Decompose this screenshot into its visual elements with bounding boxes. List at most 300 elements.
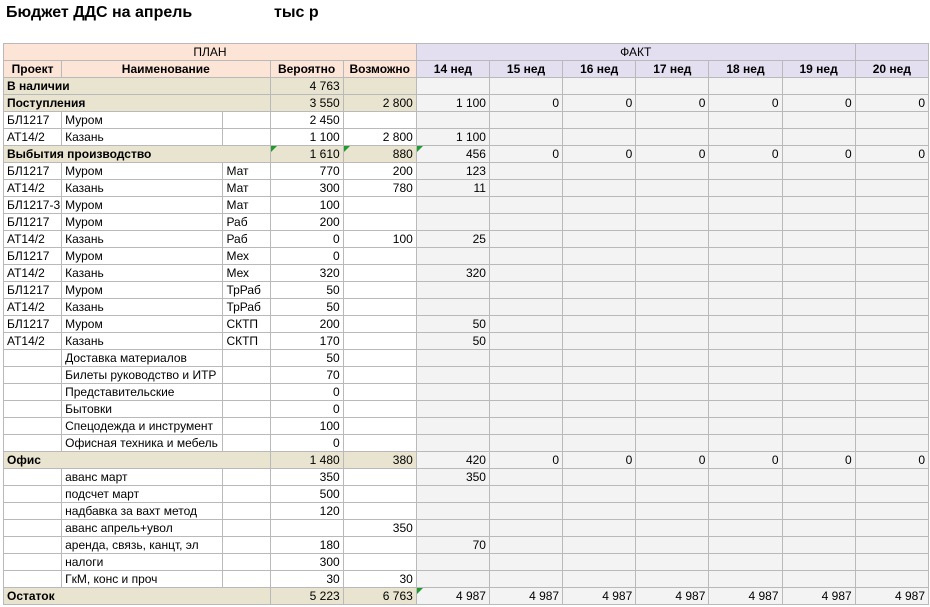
week-cell[interactable] bbox=[855, 180, 928, 197]
week-cell[interactable] bbox=[563, 350, 636, 367]
week-cell[interactable] bbox=[782, 384, 855, 401]
project-cell[interactable] bbox=[4, 503, 62, 520]
week-cell[interactable] bbox=[563, 231, 636, 248]
possible-cell[interactable]: 380 bbox=[343, 452, 416, 469]
week-cell[interactable] bbox=[489, 316, 562, 333]
name-cell[interactable]: Представительские bbox=[62, 384, 223, 401]
possible-cell[interactable] bbox=[343, 554, 416, 571]
week-cell[interactable] bbox=[855, 418, 928, 435]
week-cell[interactable] bbox=[489, 129, 562, 146]
kind-cell[interactable]: Раб bbox=[223, 214, 270, 231]
week-cell[interactable] bbox=[636, 316, 709, 333]
probable-cell[interactable]: 50 bbox=[270, 350, 343, 367]
probable-cell[interactable]: 500 bbox=[270, 486, 343, 503]
week-cell[interactable] bbox=[636, 231, 709, 248]
week-cell[interactable] bbox=[855, 401, 928, 418]
project-cell[interactable]: БЛ1217 bbox=[4, 316, 62, 333]
possible-cell[interactable]: 30 bbox=[343, 571, 416, 588]
possible-cell[interactable] bbox=[343, 316, 416, 333]
project-cell[interactable]: АТ14/2 bbox=[4, 299, 62, 316]
week-cell[interactable] bbox=[709, 384, 782, 401]
project-cell[interactable]: БЛ1217 bbox=[4, 163, 62, 180]
week-cell[interactable]: 50 bbox=[416, 333, 489, 350]
probable-cell[interactable]: 30 bbox=[270, 571, 343, 588]
week-cell[interactable]: 0 bbox=[563, 146, 636, 163]
week-cell[interactable] bbox=[855, 112, 928, 129]
week-cell[interactable]: 0 bbox=[782, 95, 855, 112]
possible-cell[interactable]: 880 bbox=[343, 146, 416, 163]
possible-cell[interactable]: 100 bbox=[343, 231, 416, 248]
possible-cell[interactable]: 200 bbox=[343, 163, 416, 180]
week-cell[interactable] bbox=[855, 129, 928, 146]
week-cell[interactable] bbox=[489, 231, 562, 248]
kind-cell[interactable] bbox=[223, 112, 270, 129]
section-label[interactable]: Остаток bbox=[4, 588, 271, 605]
week-cell[interactable] bbox=[855, 554, 928, 571]
possible-cell[interactable] bbox=[343, 350, 416, 367]
kind-cell[interactable] bbox=[223, 554, 270, 571]
project-cell[interactable]: АТ14/2 bbox=[4, 180, 62, 197]
week-cell[interactable]: 0 bbox=[855, 146, 928, 163]
name-cell[interactable]: Казань bbox=[62, 265, 223, 282]
week-cell[interactable] bbox=[636, 214, 709, 231]
week-cell[interactable]: 4 987 bbox=[636, 588, 709, 605]
probable-cell[interactable]: 50 bbox=[270, 282, 343, 299]
probable-cell[interactable]: 5 223 bbox=[270, 588, 343, 605]
week-cell[interactable] bbox=[563, 299, 636, 316]
week-cell[interactable] bbox=[416, 520, 489, 537]
week-cell[interactable] bbox=[855, 78, 928, 95]
kind-cell[interactable]: СКТП bbox=[223, 316, 270, 333]
week-cell[interactable]: 25 bbox=[416, 231, 489, 248]
week-cell[interactable] bbox=[489, 435, 562, 452]
week-cell[interactable] bbox=[636, 282, 709, 299]
probable-cell[interactable]: 1 100 bbox=[270, 129, 343, 146]
name-cell[interactable]: Казань bbox=[62, 180, 223, 197]
week-cell[interactable] bbox=[709, 435, 782, 452]
possible-cell[interactable]: 2 800 bbox=[343, 95, 416, 112]
week-cell[interactable] bbox=[489, 537, 562, 554]
project-cell[interactable]: АТ14/2 bbox=[4, 333, 62, 350]
week-cell[interactable] bbox=[782, 554, 855, 571]
week-cell[interactable] bbox=[416, 503, 489, 520]
week-cell[interactable]: 320 bbox=[416, 265, 489, 282]
week-cell[interactable] bbox=[782, 316, 855, 333]
week-cell[interactable]: 0 bbox=[855, 95, 928, 112]
week-cell[interactable] bbox=[489, 299, 562, 316]
probable-cell[interactable]: 350 bbox=[270, 469, 343, 486]
week-cell[interactable] bbox=[489, 163, 562, 180]
probable-cell[interactable]: 200 bbox=[270, 214, 343, 231]
week-cell[interactable] bbox=[489, 401, 562, 418]
name-cell[interactable]: надбавка за вахт метод bbox=[62, 503, 223, 520]
possible-cell[interactable] bbox=[343, 418, 416, 435]
week-cell[interactable] bbox=[636, 350, 709, 367]
week-cell[interactable] bbox=[709, 78, 782, 95]
week-cell[interactable] bbox=[855, 367, 928, 384]
week-cell[interactable] bbox=[563, 129, 636, 146]
week-cell[interactable] bbox=[489, 367, 562, 384]
week-cell[interactable] bbox=[782, 180, 855, 197]
week-cell[interactable] bbox=[782, 214, 855, 231]
probable-cell[interactable]: 70 bbox=[270, 367, 343, 384]
possible-cell[interactable] bbox=[343, 78, 416, 95]
week-cell[interactable] bbox=[563, 469, 636, 486]
week-cell[interactable] bbox=[416, 554, 489, 571]
kind-cell[interactable] bbox=[223, 469, 270, 486]
week-cell[interactable] bbox=[709, 231, 782, 248]
week-cell[interactable] bbox=[563, 367, 636, 384]
week-cell[interactable] bbox=[855, 333, 928, 350]
week-cell[interactable] bbox=[563, 554, 636, 571]
week-cell[interactable] bbox=[489, 503, 562, 520]
week-cell[interactable] bbox=[855, 299, 928, 316]
kind-cell[interactable] bbox=[223, 129, 270, 146]
kind-cell[interactable] bbox=[223, 520, 270, 537]
week-cell[interactable]: 0 bbox=[782, 452, 855, 469]
name-cell[interactable]: Муром bbox=[62, 214, 223, 231]
week-cell[interactable] bbox=[416, 248, 489, 265]
project-cell[interactable]: БЛ1217 bbox=[4, 214, 62, 231]
week-cell[interactable] bbox=[855, 350, 928, 367]
week-cell[interactable] bbox=[782, 469, 855, 486]
project-cell[interactable] bbox=[4, 367, 62, 384]
week-cell[interactable] bbox=[709, 248, 782, 265]
section-label[interactable]: Офис bbox=[4, 452, 271, 469]
week-cell[interactable] bbox=[782, 197, 855, 214]
probable-cell[interactable]: 320 bbox=[270, 265, 343, 282]
week-cell[interactable]: 0 bbox=[489, 95, 562, 112]
name-cell[interactable]: Доставка материалов bbox=[62, 350, 223, 367]
week-cell[interactable] bbox=[636, 469, 709, 486]
project-cell[interactable] bbox=[4, 469, 62, 486]
name-cell[interactable]: Муром bbox=[62, 248, 223, 265]
week-cell[interactable] bbox=[709, 350, 782, 367]
name-cell[interactable]: подсчет март bbox=[62, 486, 223, 503]
week-cell[interactable]: 1 100 bbox=[416, 129, 489, 146]
week-cell[interactable] bbox=[636, 163, 709, 180]
probable-cell[interactable]: 180 bbox=[270, 537, 343, 554]
week-cell[interactable] bbox=[636, 129, 709, 146]
week-cell[interactable] bbox=[782, 333, 855, 350]
kind-cell[interactable]: Мех bbox=[223, 248, 270, 265]
week-cell[interactable] bbox=[563, 180, 636, 197]
week-cell[interactable]: 4 987 bbox=[855, 588, 928, 605]
week-cell[interactable]: 350 bbox=[416, 469, 489, 486]
possible-cell[interactable] bbox=[343, 367, 416, 384]
week-cell[interactable] bbox=[709, 554, 782, 571]
week-cell[interactable] bbox=[489, 180, 562, 197]
kind-cell[interactable] bbox=[223, 571, 270, 588]
project-cell[interactable] bbox=[4, 384, 62, 401]
week-cell[interactable] bbox=[416, 282, 489, 299]
name-cell[interactable]: Бытовки bbox=[62, 401, 223, 418]
week-cell[interactable] bbox=[782, 503, 855, 520]
possible-cell[interactable]: 350 bbox=[343, 520, 416, 537]
probable-cell[interactable]: 1 480 bbox=[270, 452, 343, 469]
week-cell[interactable] bbox=[489, 197, 562, 214]
kind-cell[interactable] bbox=[223, 384, 270, 401]
kind-cell[interactable]: ТрРаб bbox=[223, 299, 270, 316]
week-cell[interactable] bbox=[636, 384, 709, 401]
week-cell[interactable] bbox=[782, 282, 855, 299]
week-cell[interactable] bbox=[636, 537, 709, 554]
week-cell[interactable] bbox=[489, 418, 562, 435]
project-cell[interactable] bbox=[4, 571, 62, 588]
week-cell[interactable] bbox=[489, 214, 562, 231]
project-cell[interactable] bbox=[4, 350, 62, 367]
project-cell[interactable] bbox=[4, 486, 62, 503]
week-cell[interactable] bbox=[636, 418, 709, 435]
name-cell[interactable]: Муром bbox=[62, 112, 223, 129]
section-label[interactable]: В наличии bbox=[4, 78, 271, 95]
week-cell[interactable] bbox=[709, 537, 782, 554]
probable-cell[interactable]: 4 763 bbox=[270, 78, 343, 95]
week-cell[interactable] bbox=[855, 435, 928, 452]
possible-cell[interactable] bbox=[343, 537, 416, 554]
week-cell[interactable] bbox=[855, 486, 928, 503]
project-cell[interactable]: АТ14/2 bbox=[4, 129, 62, 146]
week-cell[interactable] bbox=[636, 486, 709, 503]
kind-cell[interactable] bbox=[223, 350, 270, 367]
week-cell[interactable] bbox=[709, 112, 782, 129]
week-cell[interactable] bbox=[782, 299, 855, 316]
project-cell[interactable]: АТ14/2 bbox=[4, 231, 62, 248]
week-cell[interactable] bbox=[636, 571, 709, 588]
week-cell[interactable] bbox=[709, 180, 782, 197]
week-cell[interactable] bbox=[563, 265, 636, 282]
week-cell[interactable]: 0 bbox=[782, 146, 855, 163]
name-cell[interactable]: Билеты руководство и ИТР bbox=[62, 367, 223, 384]
week-cell[interactable]: 0 bbox=[709, 95, 782, 112]
project-cell[interactable] bbox=[4, 435, 62, 452]
week-cell[interactable] bbox=[636, 78, 709, 95]
week-cell[interactable] bbox=[782, 78, 855, 95]
week-cell[interactable]: 1 100 bbox=[416, 95, 489, 112]
week-cell[interactable]: 0 bbox=[636, 146, 709, 163]
week-cell[interactable] bbox=[416, 112, 489, 129]
week-cell[interactable] bbox=[855, 537, 928, 554]
week-cell[interactable] bbox=[636, 333, 709, 350]
week-cell[interactable] bbox=[563, 520, 636, 537]
week-cell[interactable] bbox=[563, 384, 636, 401]
kind-cell[interactable]: СКТП bbox=[223, 333, 270, 350]
name-cell[interactable]: аванс апрель+увол bbox=[62, 520, 223, 537]
probable-cell[interactable]: 770 bbox=[270, 163, 343, 180]
week-cell[interactable] bbox=[636, 367, 709, 384]
week-cell[interactable] bbox=[563, 112, 636, 129]
week-cell[interactable] bbox=[416, 197, 489, 214]
kind-cell[interactable] bbox=[223, 435, 270, 452]
possible-cell[interactable] bbox=[343, 299, 416, 316]
week-cell[interactable] bbox=[782, 418, 855, 435]
week-cell[interactable] bbox=[563, 197, 636, 214]
week-cell[interactable] bbox=[563, 316, 636, 333]
week-cell[interactable] bbox=[709, 316, 782, 333]
possible-cell[interactable] bbox=[343, 197, 416, 214]
week-cell[interactable] bbox=[709, 214, 782, 231]
week-cell[interactable] bbox=[416, 350, 489, 367]
week-cell[interactable] bbox=[855, 316, 928, 333]
week-cell[interactable] bbox=[709, 282, 782, 299]
kind-cell[interactable] bbox=[223, 367, 270, 384]
week-cell[interactable]: 420 bbox=[416, 452, 489, 469]
week-cell[interactable] bbox=[416, 78, 489, 95]
probable-cell[interactable]: 100 bbox=[270, 418, 343, 435]
name-cell[interactable]: Казань bbox=[62, 333, 223, 350]
week-cell[interactable] bbox=[782, 520, 855, 537]
probable-cell[interactable]: 200 bbox=[270, 316, 343, 333]
week-cell[interactable] bbox=[709, 571, 782, 588]
week-cell[interactable] bbox=[855, 520, 928, 537]
week-cell[interactable]: 4 987 bbox=[709, 588, 782, 605]
week-cell[interactable] bbox=[782, 537, 855, 554]
week-cell[interactable] bbox=[636, 299, 709, 316]
week-cell[interactable] bbox=[636, 435, 709, 452]
week-cell[interactable] bbox=[709, 367, 782, 384]
week-cell[interactable] bbox=[489, 333, 562, 350]
possible-cell[interactable]: 6 763 bbox=[343, 588, 416, 605]
week-cell[interactable] bbox=[855, 231, 928, 248]
week-cell[interactable] bbox=[563, 333, 636, 350]
week-cell[interactable]: 4 987 bbox=[416, 588, 489, 605]
week-cell[interactable] bbox=[782, 265, 855, 282]
week-cell[interactable] bbox=[489, 112, 562, 129]
probable-cell[interactable]: 1 610 bbox=[270, 146, 343, 163]
name-cell[interactable]: аванс март bbox=[62, 469, 223, 486]
probable-cell[interactable]: 50 bbox=[270, 299, 343, 316]
week-cell[interactable] bbox=[782, 571, 855, 588]
week-cell[interactable] bbox=[489, 520, 562, 537]
week-cell[interactable] bbox=[782, 112, 855, 129]
week-cell[interactable] bbox=[855, 265, 928, 282]
week-cell[interactable]: 0 bbox=[489, 452, 562, 469]
week-cell[interactable] bbox=[489, 469, 562, 486]
possible-cell[interactable] bbox=[343, 214, 416, 231]
week-cell[interactable] bbox=[782, 129, 855, 146]
kind-cell[interactable]: Мат bbox=[223, 180, 270, 197]
week-cell[interactable] bbox=[709, 333, 782, 350]
probable-cell[interactable]: 0 bbox=[270, 401, 343, 418]
week-cell[interactable] bbox=[563, 282, 636, 299]
possible-cell[interactable] bbox=[343, 469, 416, 486]
possible-cell[interactable]: 780 bbox=[343, 180, 416, 197]
week-cell[interactable] bbox=[855, 197, 928, 214]
name-cell[interactable]: Муром bbox=[62, 282, 223, 299]
possible-cell[interactable] bbox=[343, 384, 416, 401]
week-cell[interactable] bbox=[416, 418, 489, 435]
kind-cell[interactable]: ТрРаб bbox=[223, 282, 270, 299]
week-cell[interactable] bbox=[416, 401, 489, 418]
week-cell[interactable] bbox=[563, 537, 636, 554]
week-cell[interactable] bbox=[416, 384, 489, 401]
week-cell[interactable] bbox=[416, 571, 489, 588]
kind-cell[interactable]: Мех bbox=[223, 265, 270, 282]
project-cell[interactable] bbox=[4, 418, 62, 435]
week-cell[interactable] bbox=[563, 163, 636, 180]
week-cell[interactable]: 0 bbox=[709, 146, 782, 163]
week-cell[interactable]: 4 987 bbox=[563, 588, 636, 605]
kind-cell[interactable]: Мат bbox=[223, 163, 270, 180]
week-cell[interactable] bbox=[782, 163, 855, 180]
week-cell[interactable] bbox=[636, 112, 709, 129]
kind-cell[interactable] bbox=[223, 537, 270, 554]
probable-cell[interactable]: 100 bbox=[270, 197, 343, 214]
week-cell[interactable] bbox=[709, 163, 782, 180]
week-cell[interactable]: 0 bbox=[489, 146, 562, 163]
week-cell[interactable] bbox=[489, 78, 562, 95]
possible-cell[interactable] bbox=[343, 401, 416, 418]
section-label[interactable]: Выбытия производство bbox=[4, 146, 271, 163]
week-cell[interactable] bbox=[636, 265, 709, 282]
week-cell[interactable] bbox=[709, 418, 782, 435]
week-cell[interactable] bbox=[709, 129, 782, 146]
week-cell[interactable] bbox=[563, 214, 636, 231]
probable-cell[interactable]: 170 bbox=[270, 333, 343, 350]
kind-cell[interactable] bbox=[223, 503, 270, 520]
week-cell[interactable] bbox=[636, 197, 709, 214]
week-cell[interactable] bbox=[855, 214, 928, 231]
project-cell[interactable]: БЛ1217-3 bbox=[4, 197, 62, 214]
week-cell[interactable]: 0 bbox=[636, 95, 709, 112]
probable-cell[interactable]: 0 bbox=[270, 384, 343, 401]
week-cell[interactable] bbox=[416, 367, 489, 384]
week-cell[interactable] bbox=[563, 435, 636, 452]
probable-cell[interactable]: 0 bbox=[270, 435, 343, 452]
name-cell[interactable]: аренда, связь, канцт, эл bbox=[62, 537, 223, 554]
week-cell[interactable] bbox=[489, 554, 562, 571]
probable-cell[interactable]: 0 bbox=[270, 248, 343, 265]
week-cell[interactable] bbox=[782, 401, 855, 418]
week-cell[interactable]: 0 bbox=[636, 452, 709, 469]
week-cell[interactable] bbox=[489, 486, 562, 503]
week-cell[interactable] bbox=[636, 180, 709, 197]
week-cell[interactable] bbox=[416, 214, 489, 231]
possible-cell[interactable] bbox=[343, 435, 416, 452]
probable-cell[interactable]: 0 bbox=[270, 231, 343, 248]
week-cell[interactable] bbox=[709, 299, 782, 316]
kind-cell[interactable] bbox=[223, 418, 270, 435]
week-cell[interactable] bbox=[855, 248, 928, 265]
possible-cell[interactable] bbox=[343, 248, 416, 265]
week-cell[interactable]: 4 987 bbox=[489, 588, 562, 605]
name-cell[interactable]: Муром bbox=[62, 316, 223, 333]
week-cell[interactable] bbox=[855, 384, 928, 401]
possible-cell[interactable] bbox=[343, 486, 416, 503]
week-cell[interactable] bbox=[563, 78, 636, 95]
possible-cell[interactable] bbox=[343, 503, 416, 520]
project-cell[interactable] bbox=[4, 554, 62, 571]
week-cell[interactable] bbox=[709, 265, 782, 282]
week-cell[interactable]: 0 bbox=[709, 452, 782, 469]
kind-cell[interactable]: Раб bbox=[223, 231, 270, 248]
week-cell[interactable] bbox=[563, 248, 636, 265]
week-cell[interactable] bbox=[636, 520, 709, 537]
possible-cell[interactable] bbox=[343, 333, 416, 350]
week-cell[interactable] bbox=[782, 435, 855, 452]
possible-cell[interactable] bbox=[343, 265, 416, 282]
week-cell[interactable]: 0 bbox=[855, 452, 928, 469]
project-cell[interactable] bbox=[4, 520, 62, 537]
week-cell[interactable] bbox=[855, 571, 928, 588]
week-cell[interactable] bbox=[489, 282, 562, 299]
week-cell[interactable] bbox=[416, 486, 489, 503]
week-cell[interactable] bbox=[636, 554, 709, 571]
probable-cell[interactable]: 3 550 bbox=[270, 95, 343, 112]
week-cell[interactable] bbox=[489, 265, 562, 282]
week-cell[interactable] bbox=[709, 469, 782, 486]
project-cell[interactable]: БЛ1217 bbox=[4, 248, 62, 265]
